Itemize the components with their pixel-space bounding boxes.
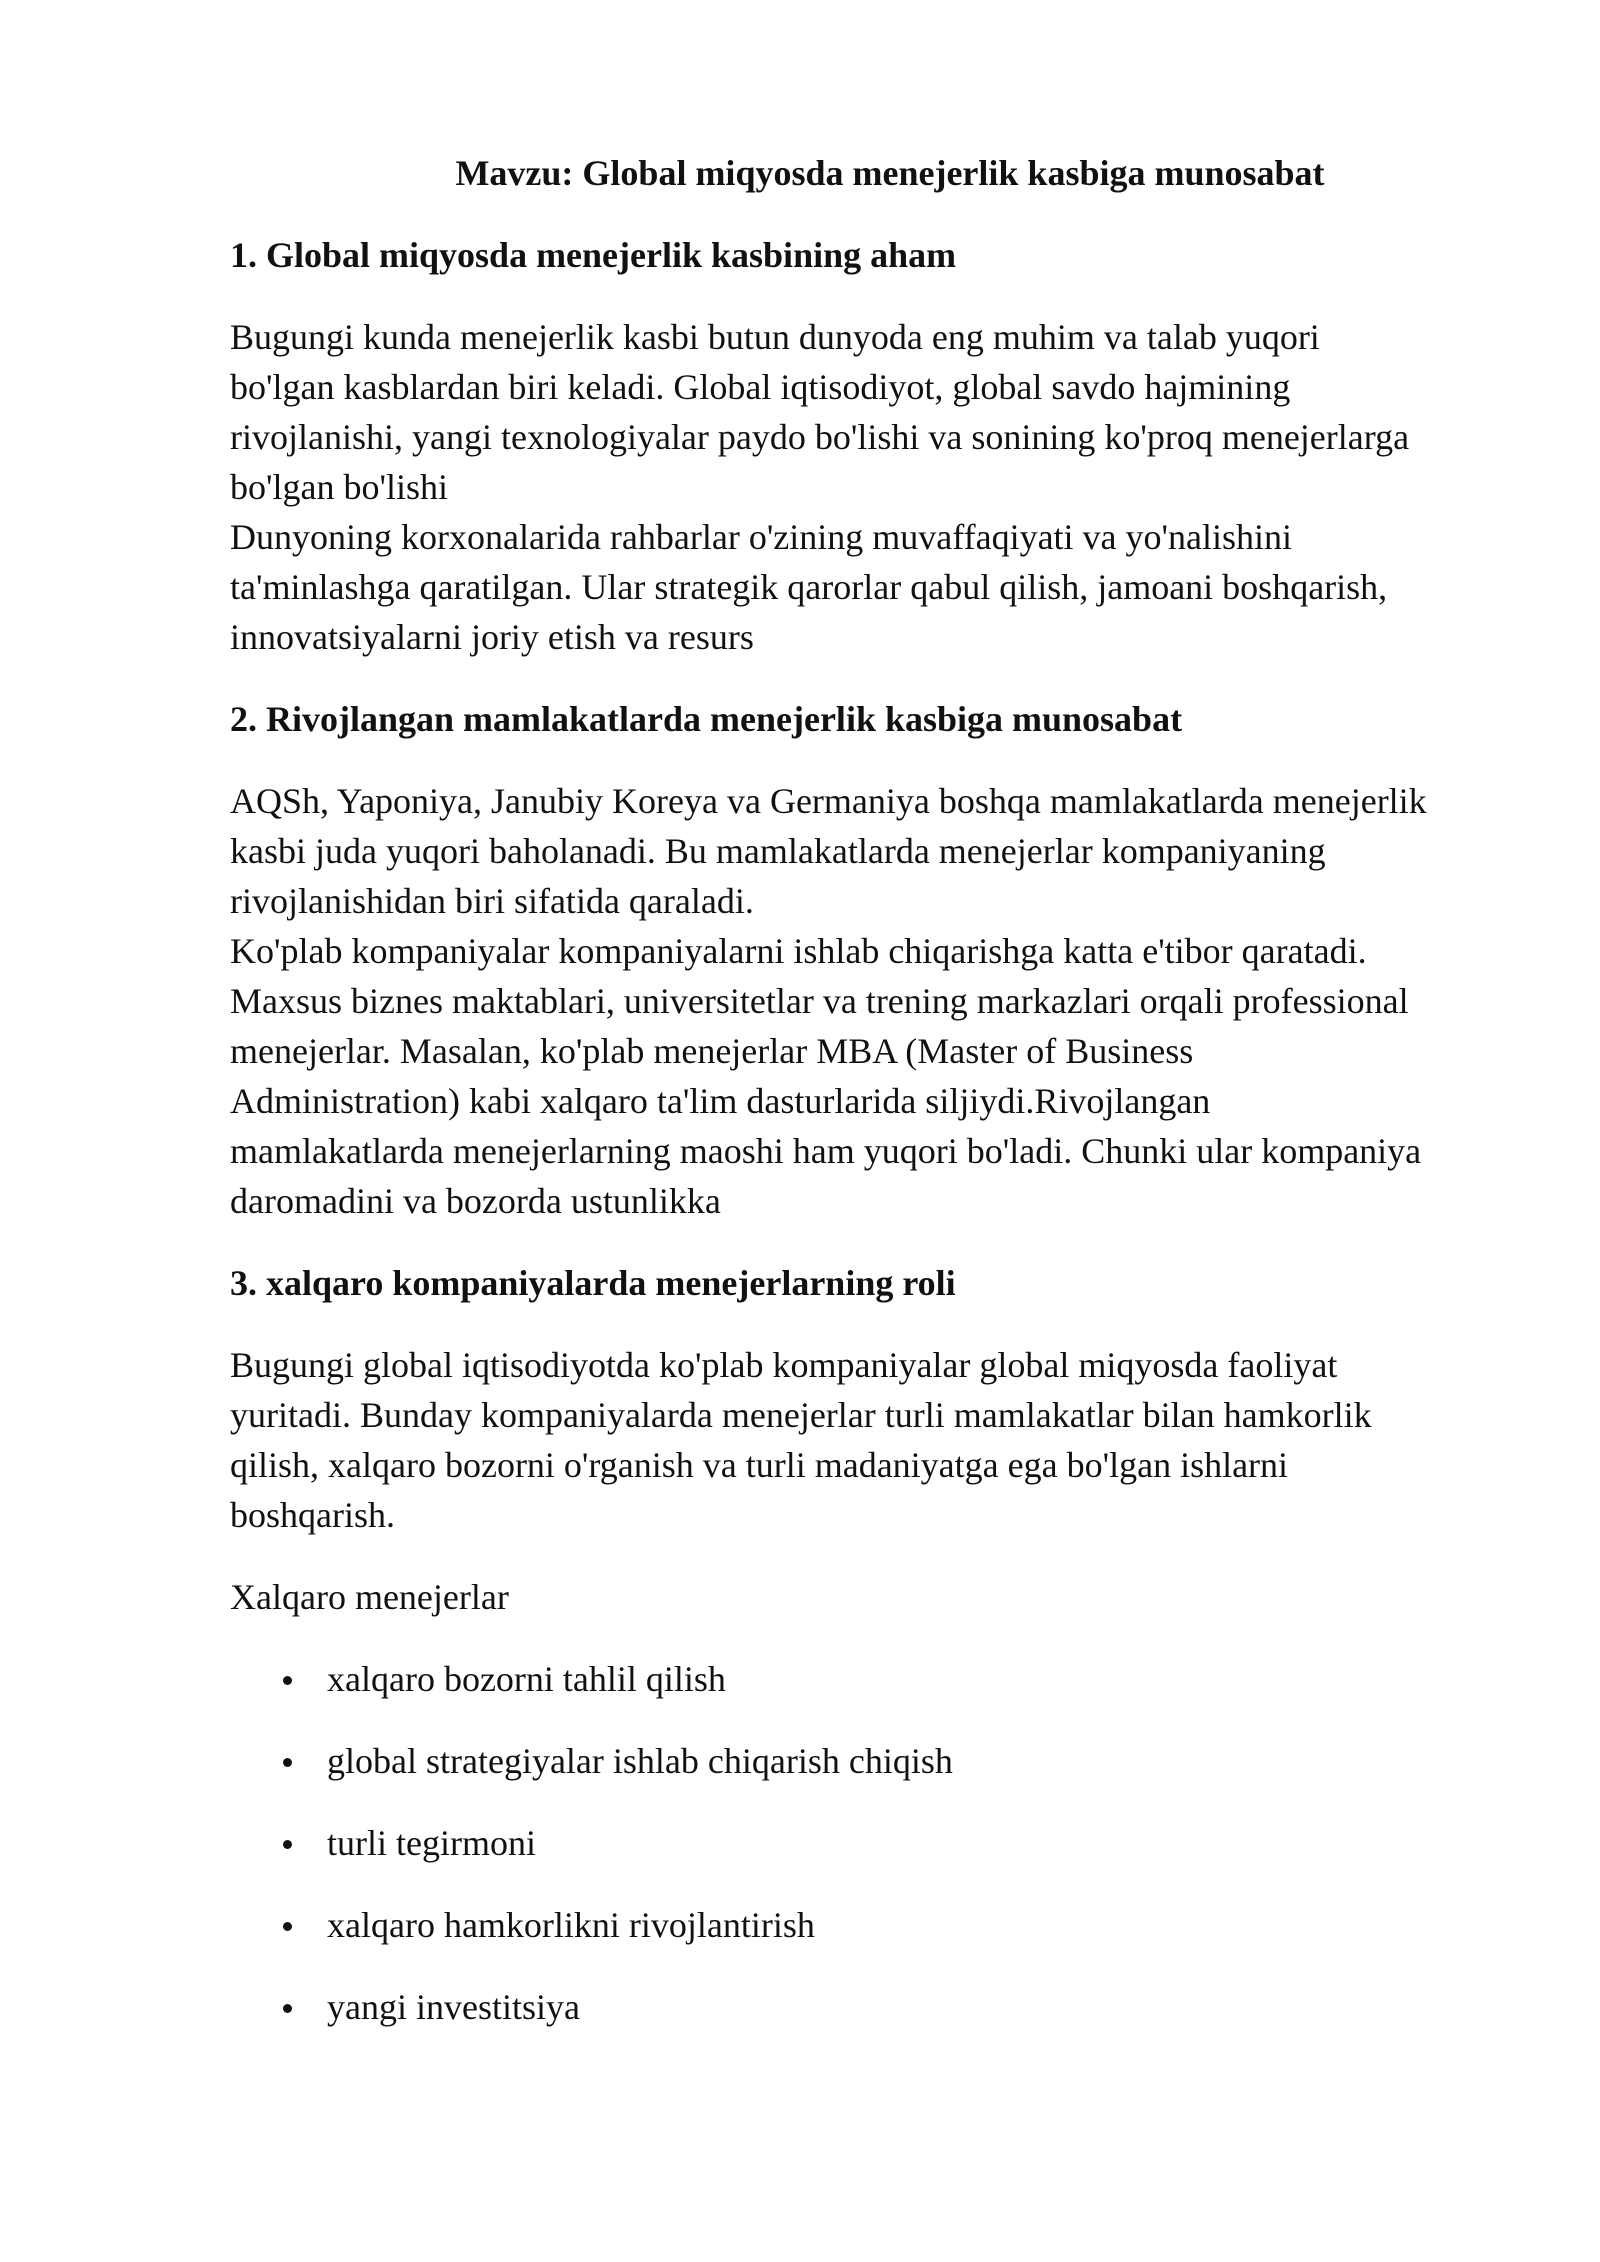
paragraph-line: kasbi juda yuqori baholanadi. Bu mamlakatlarda menejerlar kompaniyaning — [230, 831, 1326, 871]
section-paragraph — [230, 312, 1510, 662]
paragraph-line: rivojlanishidan biri sifatida qaraladi. — [230, 881, 754, 921]
paragraph-line: AQSh, Yaponiya, Janubiy Koreya va Germaniya boshqa mamlakatlarda menejerlik — [230, 781, 1427, 821]
paragraph-line: Dunyoning korxonalarida rahbarlar o'zining muvaffaqiyati va yo'nalishini — [230, 517, 1293, 557]
list-item — [230, 1982, 1510, 2032]
section-heading: 3. xalqaro kompaniyalarda menejerlarning roli — [230, 1263, 956, 1303]
document-content — [230, 148, 1510, 2064]
section-heading: 1. Global miqyosda menejerlik kasbining aham — [230, 235, 957, 275]
list-item-text: xalqaro bozorni tahlil qilish — [327, 1659, 726, 1699]
list-intro: Xalqaro menejerlar — [230, 1577, 509, 1617]
list-item-text: global strategiyalar ishlab chiqarish chiqish — [327, 1741, 953, 1781]
paragraph-line: qilish, xalqaro bozorni o'rganish va turli madaniyatga ega bo'lgan ishlarni — [230, 1445, 1289, 1485]
bullet-list — [230, 1654, 1510, 2032]
paragraph-line: bo'lgan bo'lishi — [230, 467, 448, 507]
paragraph-line: yuritadi. Bunday kompaniyalarda menejerlar turli mamlakatlar bilan hamkorlik — [230, 1395, 1372, 1435]
paragraph-line: innovatsiyalarni joriy etish va resurs — [230, 617, 754, 657]
bullet-icon — [283, 2004, 292, 2013]
paragraph-line: bo'lgan kasblardan biri keladi. Global iqtisodiyot, global savdo hajmining — [230, 367, 1291, 407]
document-title: Mavzu: Global miqyosda menejerlik kasbiga munosabat — [455, 153, 1325, 193]
list-item-text: yangi investitsiya — [327, 1987, 580, 2027]
bullet-icon — [283, 1840, 292, 1849]
list-item — [230, 1736, 1510, 1786]
paragraph-line: Bugungi kunda menejerlik kasbi butun dunyoda eng muhim va talab yuqori — [230, 317, 1320, 357]
bullet-icon — [283, 1758, 292, 1767]
paragraph-line: boshqarish. — [230, 1495, 395, 1535]
section-paragraph — [230, 776, 1510, 1226]
paragraph-line: mamlakatlarda menejerlarning maoshi ham yuqori bo'ladi. Chunki ular kompaniya — [230, 1131, 1422, 1171]
paragraph-line: daromadini va bozorda ustunlikka — [230, 1181, 721, 1221]
paragraph-line: rivojlanishi, yangi texnologiyalar paydo bo'lishi va sonining ko'proq menejerlarga — [230, 417, 1410, 457]
paragraph-line: Ko'plab kompaniyalar kompaniyalarni ishlab chiqarishga katta e'tibor qaratadi. — [230, 931, 1367, 971]
list-item — [230, 1818, 1510, 1868]
bullet-icon — [283, 1676, 292, 1685]
paragraph-line: Maxsus biznes maktablari, universitetlar va trening markazlari orqali professional — [230, 981, 1409, 1021]
paragraph-line: menejerlar. Masalan, ko'plab menejerlar MBA (Master of Business — [230, 1031, 1194, 1071]
list-item-text: turli tegirmoni — [327, 1823, 536, 1863]
section-heading: 2. Rivojlangan mamlakatlarda menejerlik kasbiga munosabat — [230, 699, 1183, 739]
section-paragraph — [230, 1340, 1510, 1540]
list-item — [230, 1654, 1510, 1704]
bullet-icon — [283, 1922, 292, 1931]
list-item-text: xalqaro hamkorlikni rivojlantirish — [327, 1905, 815, 1945]
paragraph-line: Bugungi global iqtisodiyotda ko'plab kompaniyalar global miqyosda faoliyat — [230, 1345, 1338, 1385]
list-item — [230, 1900, 1510, 1950]
paragraph-line: ta'minlashga qaratilgan. Ular strategik qarorlar qabul qilish, jamoani boshqarish, — [230, 567, 1388, 607]
paragraph-line: Administration) kabi xalqaro ta'lim dasturlarida siljiydi.Rivojlangan — [230, 1081, 1211, 1121]
